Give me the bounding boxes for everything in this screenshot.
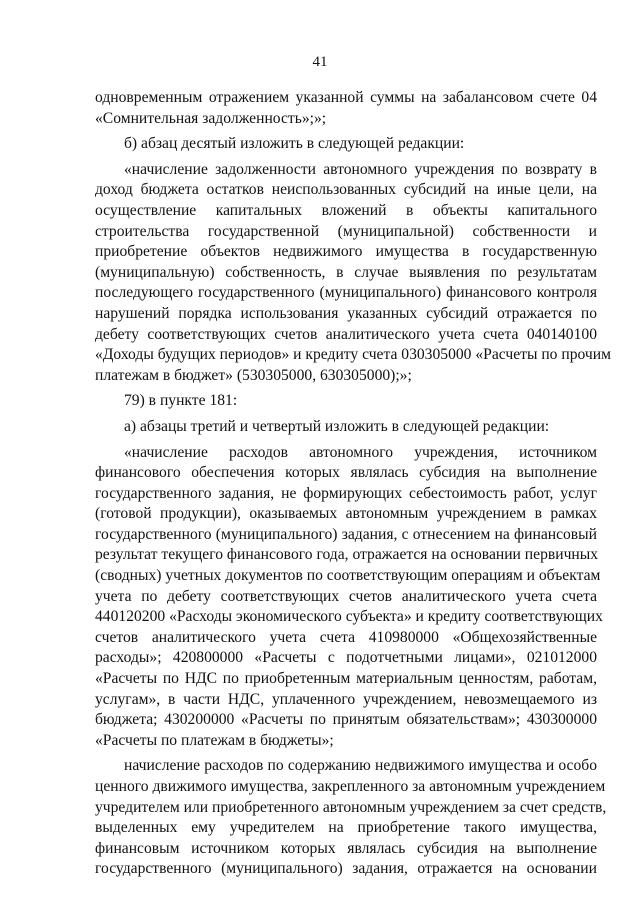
text-line: государственного задания, не формирующих себестоимость работ, услуг: [95, 484, 597, 502]
text-line: учета по дебету соответствующих счетов аналитического учета счета: [95, 587, 597, 605]
text-line: (муниципальную) собственность, в случае выявления по результатам: [95, 263, 597, 281]
text-line: расходы»; 420800000 «Расчеты с подотчетными лицами», 021012000: [95, 649, 597, 667]
text-line: государственного (муниципального) задания, отражается на основании: [95, 860, 597, 878]
page-number: 41: [312, 54, 328, 70]
text-line: ценного движимого имущества, закрепленного за автономным учреждением: [95, 778, 606, 795]
text-line: а) абзацы третий и четвертый изложить в следующей редакции:: [124, 417, 550, 435]
text-line: строительства государственной (муниципальной) собственности и: [95, 222, 597, 240]
text-line: «Сомнительная задолженность»;»;: [95, 109, 327, 127]
text-line: последующего государственного (муниципального) финансового контроля: [95, 284, 597, 302]
text-line: б) абзац десятый изложить в следующей редакции:: [124, 135, 465, 153]
document-body: [95, 88, 611, 880]
text-line: результат текущего финансового года, отражается на основании первичных: [95, 546, 599, 564]
text-line: «начисление задолженности автономного учреждения по возврату в: [124, 160, 597, 178]
text-line: 79) в пункте 181:: [124, 392, 238, 410]
text-line: учредителем или приобретенного автономным учреждением за счет средств,: [95, 798, 607, 816]
text-line: (сводных) учетных документов по соответствующим операциям и объектам: [95, 567, 601, 585]
text-line: доход бюджета остатков неиспользованных субсидий на иные цели, на: [95, 181, 597, 199]
text-line: «Расчеты по НДС по приобретенным материальным ценностям, работам,: [95, 670, 597, 688]
text-line: осуществление капитальных вложений в объекты капитального: [95, 201, 597, 219]
text-line: «Доходы будущих периодов» и кредиту счета 030305000 «Расчеты по прочим: [95, 346, 611, 364]
text-line: дебету соответствующих счетов аналитического учета счета 040140100: [95, 325, 597, 343]
text-line: выделенных ему учредителем на приобретение такого имущества,: [95, 819, 597, 837]
text-line: «Расчеты по платежам в бюджеты»;: [95, 731, 334, 749]
text-line: услугам», в части НДС, уплаченного учреждением, невозмещаемого из: [95, 690, 597, 708]
text-line: финансовым источником которых являлась субсидия на выполнение: [95, 839, 597, 857]
text-line: бюджета; 430200000 «Расчеты по принятым обязательствам»; 430300000: [95, 711, 597, 729]
text-line: (готовой продукции), оказываемых автономным учреждением в рамках: [95, 505, 597, 523]
text-line: одновременным отражением указанной суммы на забалансовом счете 04: [95, 89, 597, 106]
text-line: начисление расходов по содержанию недвижимого имущества и особо: [124, 757, 597, 775]
text-line: финансового обеспечения которых являлась субсидия на выполнение: [95, 464, 597, 482]
text-line: «начисление расходов автономного учреждения, источником: [124, 443, 597, 461]
text-line: нарушений порядка использования указанных субсидий отражается по: [95, 304, 597, 322]
text-line: государственного (муниципального) задания, с отнесением на финансовый: [95, 525, 597, 543]
text-line: 440120200 «Расходы экономического субъекта» и кредиту соответствующих: [95, 608, 603, 626]
text-line: счетов аналитического учета счета 410980000 «Общехозяйственные: [95, 628, 597, 646]
text-line: платежам в бюджет» (530305000, 630305000);»;: [95, 366, 412, 384]
text-line: приобретение объектов недвижимого имущества в государственную: [95, 243, 597, 261]
